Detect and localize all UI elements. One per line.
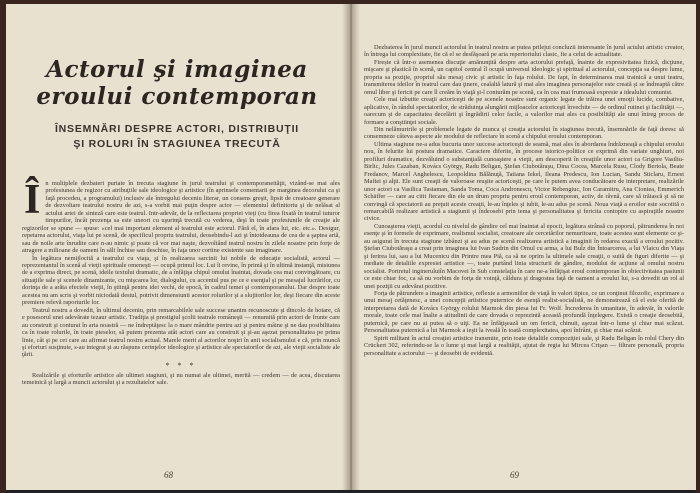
page-number-right: 69 <box>510 470 519 480</box>
right-paragraph-8: Spirit militant în actul creaţiei artistice transmite, prin toate detaliile compoziţiei sale, şi Radu Beligan în rolul Chery din Crückert 302, referindu-se la o lume şi mai largă a realităţii, ajutat de regia lui Mircea Crişan — filtrare personală, propria personalitate a actorului — şi deosebit de evidentă. <box>364 334 684 357</box>
subtitle-line-2: ŞI ROLURI ÎN STAGIUNEA TRECUTĂ <box>73 138 281 150</box>
right-paragraph-4: Din nelămuririle şi problemele legate de munca şi creaţia actorului în stagiunea trecută, însemnările de faţă doresc să consemneze câteva aspecte ale modului de reflectare în scenă a chipului eroului contemporan. <box>364 125 684 141</box>
left-text-area <box>22 177 340 387</box>
subtitle <box>14 122 340 152</box>
title-line-1: Actorul şi imaginea <box>46 56 308 83</box>
left-page <box>14 10 340 486</box>
right-text-area <box>364 44 684 357</box>
left-paragraph-1 <box>22 177 340 255</box>
right-paragraph-6: Cunoaşterea vieţii, acordul cu nivelul de gândire cel mai înaintat al epocii, legătura strânsă cu poporul, pătrunderea în noi esenţe şi în formele de exprimare, realismul socialist, creatoare ale cercetărilor nemuritoare, toate acestea sunt elemente ce şi-au asigurat în trecuta stagiune izbânzi şi au adus pe scenă realizarea artistică a imaginii în redarea exactă a eroului pozitiv. Ştefan Ciubotăraşu a creat prin imaginea lui Ivan Sudrin din Omul cu arma, a lui Bulz din Întoarcerea, a lui Vlaicu din Viaţa şi ferirea lui, sau a lui Mucenicu din Printre mea Piă, ca să ne oprim la ultimele sale creaţii, o suită de figuri diferite — şi mediate de detaliile expresiei artistice —, toate purtând linia structurii de gândire, modului de acţiune al omului nostru socialist. Portretul ingineruluiîn Macovei în Sub constelaţia în care ne-a înfăţişat eroul contemporan în obiectivitatea pasiunii ce este chiar foc, ca să nu vorbim de forţa de voinţă, căldura şi dragostea faţă de oameni a eroului lui, s-a dovedit un rol al unei poziţii cu adevărat pozitive. <box>364 222 684 290</box>
right-paragraph-3: Cele mai izbutite creaţii actoriceşti de pe scenele noastre sunt organic legate de trăirea unei emoţii lucide, combative, aplicative, în rândul spectatorilor, de străduinţa alungării mijloacelor actoriceşti învechite — de ordinul rutinei şi facilităţii —, oarecum şi de capacitatea decelării şi îngrădirii celor facile, a valorilor mai ales cu posibilităţi ale unui întreg proces de formare a conştiinţei sociale. <box>364 96 684 126</box>
right-page <box>360 10 686 486</box>
page-number-left: 68 <box>164 470 173 480</box>
title-line-2: eroului contemporan <box>36 83 318 110</box>
right-paragraph-7: Forţa de pătrundere a imaginii artistice, reflexie a armoniilor de viaţă în valori tipice, ce un conţinut filozofic, exprimare a unui mesaj cetăţenesc, a unei concepţii artistice puternice de esenţă realist-socialistă, ne demonstrează că el este oferită de interpretarea dată de Kovács György rolului Marmok din piesa lui Fr. Wolf. Încrederea în umanitate, în adevăr, în valorile morale, toate cele mai înalte a atitudinii de care dovada o reprezintă această profundă înţelegere. Există o creaţie deosebită, puternică, pe care nu ai putea să o uiţi. Ea ne înfăţişează un om fericit, chinuit, aşezat într-o lume şi chiar mai scăzut. Personalitatea puternică a lui Marmok a ieşit la iveală în toată complexitatea, apoi înfrânt, şi chiar mai scăzut. <box>364 289 684 335</box>
left-paragraph-4: Realizările şi eforturile artistice ale ultimei stagiuni, şi nu numai ale ultimei, merită — credem — de acea, discutarea temeinică şi largă a muncii actorului şi a rezultatelor sale. <box>22 371 340 387</box>
right-paragraph-2: Firește că într-o asemenea discuţie amănunţită despre arta actorului prefaţă, înainte de expresivitatea fizică, dicţiune, mişcare şi plastică în scenă, un capitol central îl ocupă universul ideologic şi spiritual al actorului, concepţia sa despre lume, propria sa poziţie, propriul său mesaj civic şi artistic în faţa rolului. De fapt, în determinarea mai trainică a unui teatru, transmiterea ideilor în teatrul care dau ţinere, cealaltă latură şi mai ales imaginea personajelor este creată şi se îndreaptă către omul liber şi fericit pe care îl creăm în viaţă şi-l conturăm pe scenă, ca în cea mai frumoasă expresie a idealului comunist. <box>364 58 684 96</box>
subtitle-line-1: ÎNSEMNĂRI DESPRE ACTORI, DISTRIBUŢII <box>54 123 300 135</box>
drop-cap: Î <box>24 177 41 223</box>
right-paragraph-5: Ultima stagiune ne-a adus bucuria unor succese actoriceşti de seamă, mai ales în abordarea îndrăzneaţă a chipului eroului nou, în felurite lui postura dramatice. Caractere diferite, în procese istorico-politice ce exprimă din variate unghiuri, noi profiluri dramatice, dezvăluind o substanţială cunoaştere a vieţii, am descoperit în creaţiile unor actori ca Grigore Vasiliu-Birlic, Jules Cazaban, Kovács György, Radu Beligan, Ştefan Ciubotăraşu, Dina Cocea, Marcela Rusu, Clody Bertola, Beate Fredanov, Marcel Anghelescu, Leopoldina Bălănuţă, Tatiana Iekel, Ileana Predescu, Ion Lucian, Sandu Sticlaru, Ernest Maftei şi alţii. Ele sunt creaţii de valoroase reuşite actoriceşti, pe care le putem avea conducătoare de interpretare, realizările unor actori ca Vasilica Tastaman, Sanda Toma, Coca Andronescu, Victor Rebengiuc, Ion Caramitru, Ana Ciontea, Emmerich Schäffer — care au citit fiecare din ele un drum propriu pentru eroul contemporan, activ, de râvnă, care să trăiască şi să ne convingă că spectatorii au preţuit aceste creaţii, le-au înţeles şi iubit, le-au adus pe scenă. Noua viaţă a eroilor este socotită o remarcabilă realizare artistică a stagiunii şi îndeosebi prin tema şi personalitatea şi fericita contopire cu aspiraţiile noastre civice. <box>364 140 684 223</box>
book-gutter <box>342 4 360 490</box>
section-separator: * * * <box>165 360 197 370</box>
left-paragraph-1-text: n multiplele dezbateri purtate în trecuta stagiune în jurul teatrului şi contemporaneităţii, vizând-se mai ales profesiunea de regizor cu atribuţiile sale ideologice şi artistice (în aprinsele comentarii pe marginea decorului ca şi faţă procedeu, a programului) inclusiv ale întregului deceniu literar, un consens greşit, lipsit de creatoare generare de dezvoltare teatrului nostru de azi, s-a vorbit mai puţin despre actor — elementul definitoriu şi de nelăsat al actului artei de sinteză care este teatrul. Intr-adevăr, de la reflectarea propriei vieţi (cu firea fixată în teatrul tuturor timpurilor, încât prezenţa sa este uneori cu uşurinţă trecută cu vederea, deşi în toate profesiunile de creaţie ale regizorilor se spune — spuse: «cel mai important element al teatrului este actorul. Fără el, în afara lui, etc. etc.». Desigur, repetarea actorului, viaţa lui pe scenă, de specificul propriu teatrului, deosebindu-l azi şi întotdeauna de cea de a şaptea artă, sau de noile arte înrudite care n-au nimic şi poate că vor mai naşte, dezvoltând teatrul nostru în zilele noastre prin forţe de atragere a milioane de oameni în săli închise sau deschise, în faţa unor cortine existente sau imaginare. <box>22 180 340 255</box>
right-paragraph-1: Dezbaterea în jurul muncii actorului în teatrul nostru ar putea prilejui concluzii interesante în jurul actului artistic creator, în întrega lui complexitate, fie că el se desfăşoară pe aria repertoriului clasic, fie a celui de actualitate. <box>364 44 684 59</box>
left-paragraph-2: În legătura nemijlocită a teatrului cu viaţa, şi în realizarea sarcinii lui nobile de educaţie socialistă, actorul — reprezentantul în scenă al vieţii spirituale omeneşti — ocupă primul loc. Lui îi revine, în primă şi în ultimă instanţă, misiunea de a exprima direct, pe scenă, ideile textului dramatic, de a înfăţişa chipul omului înaintat, dovada cea mai convingătoare, cu situaţiile sale şi scenele dinamizante, cu mişcarea lor, dialogului, cu accentul pus pe ce e esenţial şi pe mesajul lucrărilor, cu dorinţa de a arăta efectele vieţii, în ştiinţă pentru idei vechi, de epocă, în cadrul temei şi contemporanului. Dar despre toate acestea nu am scris şi vorbit niciodată destul, potrivit dimensiunii acestor rolurilor şi a slujitorilor lor, deşi fiecare din aceste premiere relevă raporturile lor. <box>22 254 340 307</box>
left-paragraph-3: Teatrul nostru a dovedit, în ultimul deceniu, prin remarcabilele sale succese unanim recunoscute şi dincolo de hotare, că e posesorul unei adevărate tezaur artistic. Tradiţia şi prestigiul şcolii teatrale româneşti — renumită prin actori de frunte care au construit şi conturat în arta noastră — ne îndreptăţesc la o mare mândrie pentru azi şi pentru mâine şi ne dau posibilitatea ca în toate rolurile, în toate pieselor, să putem prezenta atât actori care au construit şi şi-au aşezat personalitatea pe prima linie, cât şi pe cei care au afirmat teatrul nostru actual. Marele merit al actorilor noştri în anii socialismului e că, prin muncă şi eforturi susţinute, s-au integrat şi au răspuns cerinţelor ideologice şi artistice ale spectatorilor de azi, ale vieţii socialiste ale ţării. <box>22 306 340 359</box>
article-title-block <box>14 56 340 152</box>
